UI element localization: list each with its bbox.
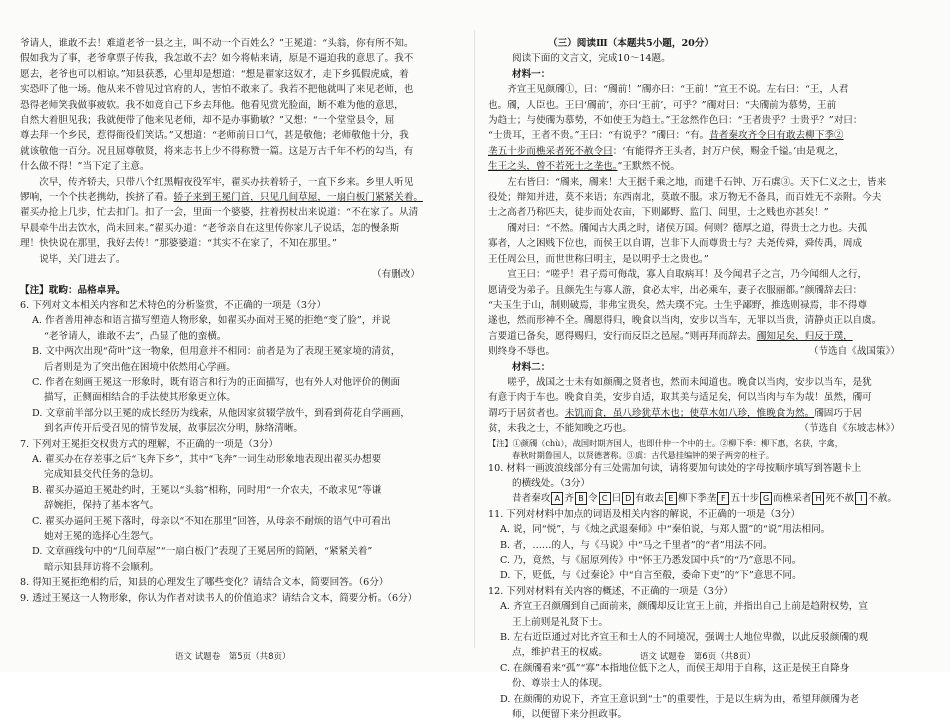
option: C. 作者在刻画王冕这一形象时，既有语言和行为的正面描写，也有外人对他评价的侧面 — [32, 376, 401, 388]
sequence-text: 不赦。 — [868, 493, 898, 505]
material-source: （节选自《东坡志林》） — [799, 423, 900, 435]
punctuation-box: F — [717, 492, 729, 505]
question-stem: 11. 下列对材料中加点的词语及相关内容的解说，不正确的一项是（3分） — [488, 508, 801, 520]
sequence-text: 而樵采者 — [773, 493, 812, 505]
material-text: 言要道已备矣，愿得赐归，安行而反臣之邑屋。”则再拜而辞去。 — [488, 330, 757, 342]
option: C. 翟买办逼问王冕下落时，母亲以“不知在那里”回答，从母亲不耐烦的语气中可看出 — [32, 515, 391, 527]
material-source: （节选自《战国策》） — [808, 346, 900, 358]
material-line: 有意于肉于车也。晚食自美，安步自适，取其美与适足矣，何以当肉与车为哉！虽然，斶可 — [488, 392, 872, 404]
material-line: 王任周公旦，而世世称曰明主，是以明乎士之贵也。” — [488, 253, 709, 265]
material-text: “士贵耳，王者不贵。”王曰：“有说乎？”斶曰：“有。 — [488, 130, 710, 142]
option: D. 文章画线句中的“几间草屋”“一扇白板门”表现了王冕居所的简陋，“紧紧关着” — [32, 546, 373, 558]
option: 点，维护君王的权威。 — [512, 647, 608, 659]
material-line: 斶对曰：“不然。斶闻古大禹之时，诸侯万国。何则？德厚之道，得贵士之力也。夫孤 — [507, 222, 868, 234]
material-text: 谓巧于居贫者也。 — [488, 407, 565, 419]
sequence-text: 令 — [587, 493, 598, 505]
material-text: 斶固巧于居 — [814, 407, 863, 419]
option: A. 齐宣王召颜斶到自己面前来，颜斶却反让宣王上前，并指出自己上前是趋附权势，宣 — [500, 601, 868, 613]
material-line: 齐宣王见颜斶①，曰：“斶前！”斶亦曰：“王前！”宣王不说。左右曰：“王，人君 — [507, 84, 849, 96]
material-text: ”王默然不悦。 — [617, 161, 680, 173]
option: B. 左右近臣通过对比齐宣王和士人的不同境况，强调士人地位卑微，以此反驳颜斶的观 — [500, 632, 869, 644]
material-line: 寡者，人之困贱下位也，而侯王以自谓，岂非下人而尊贵士与？夫尧传舜，舜传禹，周成 — [488, 238, 863, 250]
option: 份、尊崇士人的体现。 — [512, 678, 608, 690]
passage-line: 假如我为了事，老爷拿票子传我，我怎敢不去？如今将帖来请，原是不逼迫我的意思了。我不 — [20, 53, 414, 65]
option: A. 翟买办在存差事之后“飞奔下乡”，其中“飞奔”一词生动形象地表现出翟买办想要 — [32, 453, 382, 465]
passage-line: 尊去拜一个乡民，惹得衙役们笑话。”又想道：“老师前日口气，甚是敬他；老师敬他十分，我 — [20, 130, 409, 142]
material-line — [488, 159, 930, 174]
passage-line: 爷请人，谁敢不去！难道老爷一县之主，叫不动一个百姓么？”王冕道：“头翁，你有所不知。 — [20, 38, 414, 49]
passage-line: 自然大着胆见我；我就便带了他来见老师，却不是办事勤敏？”又想：“一个堂堂县令，屈 — [20, 115, 395, 127]
material-1-title: 材料一： — [512, 68, 551, 80]
option: C. 在颜斶看来“孤”“寡”本指地位低下之人，而侯王却用于自称，这正是侯王自降身 — [500, 662, 850, 674]
option: D. 下，贬低，与《过秦论》中“自言至殽，委命下吏”的“下”意思不同。 — [500, 570, 802, 582]
question-stem: 12. 下列对材料有关内容的概述，不正确的一项是（3分） — [488, 585, 734, 597]
right-column — [488, 36, 930, 722]
option: D. 文章前半部分以王冕的成长经历为线索，从他因家贫辍学放牛，到看到荷花自学画画， — [32, 407, 411, 419]
sequence-text: 五十步 — [730, 493, 760, 505]
option: B. 者，……的人，与《马说》中“马之千里者”的“者”用法不同。 — [500, 539, 773, 551]
option: 王上前则是礼贤下士。 — [512, 616, 608, 628]
material-line: 为趋士；与使斶为慕势，不如使王为趋士。”王忿然作色曰：“王者贵乎？士贵乎？”对曰： — [488, 115, 863, 127]
passage-text: 锣响，一个个扶老携幼，挨挤了看。 — [20, 192, 174, 204]
material-text: 贫，未我之士，不能知晚之巧也。 — [488, 423, 632, 435]
option: 到名声传开后受召见的情节发展，故事层次分明，脉络清晰。 — [44, 423, 304, 435]
passage-line: 愿去，老爷也可以相谅。”知县获悉，心里却是想道：“想是翟家这奴才，走下乡狐假虎威，着 — [20, 68, 409, 80]
punctuation-box: A — [551, 492, 563, 505]
punctuation-box: G — [760, 492, 772, 505]
material-line — [488, 421, 930, 436]
material-line: “夫玉生于山，制则破焉，非弗宝贵矣，然夫璞不完。士生乎鄙野，推选则禄焉，非不得尊 — [488, 299, 868, 311]
passage-line: 理！快快说在那里，我好去传！”那婆婆道：“其实不在家了，不知在那里。” — [20, 238, 337, 250]
material-line — [488, 344, 930, 359]
material-line — [488, 406, 930, 421]
punctuation-box: H — [812, 492, 824, 505]
passage-line — [20, 190, 460, 205]
material-text: 则终身不辱也。 — [488, 346, 556, 358]
option: 描写，正侧面相结合的手法使其形象更立体。 — [44, 392, 236, 404]
right-page-footer: 语文 试题卷 第6页（共8页） — [640, 652, 756, 662]
punctuation-box: B — [575, 492, 587, 505]
left-page-footer: 语文 试题卷 第5页（共8页） — [175, 652, 291, 662]
passage-line: 翟买办抢上几步，忙去扣门。扣了一会，里面一个婆婆，拄着拐杖出来说道：“不在家了。从清 — [20, 207, 419, 219]
material-line: 士之高者乃称匹夫，徒步而处农亩，下则鄙野、监门、闾里，士之贱也亦甚矣！” — [488, 207, 829, 219]
underlined-sentence: 未饥而食，虽八珍犹草木也；使草木如八珍，惟晚食为然。 — [564, 407, 815, 419]
question-stem: 6. 下列对文本相关内容和艺术特色的分析鉴赏，不正确的一项是（3分） — [20, 299, 327, 311]
underlined-sentence: 生王之头，曾不若死士之垄也。 — [488, 161, 618, 173]
footnote: 春秋时期鲁国人，以贤德著称。③虡：古代悬挂编钟的架子两旁的柱子。 — [512, 449, 775, 460]
option: 暗示知县拜访将不会顺利。 — [44, 561, 160, 573]
passage-line: 次早，传齐轿夫，只带八个红黑帽夜役军牢，翟买办扶着轿子，一直下乡来。乡里人听见 — [39, 176, 414, 188]
question-9: 9. 透过王冕这一人物形象，你认为作者对读书人的价值追求？请结合文本，简要分析。（6分） — [20, 592, 418, 604]
material-2-title: 材料二： — [512, 361, 551, 373]
question-11 — [488, 507, 930, 584]
underlined-sentence: 轿子来到王冕门首，只见几间草屋，一扇白板门紧紧关着。 — [173, 192, 423, 204]
sequence-text: 齐 — [564, 493, 574, 505]
wavy-underlined-text: 昔者秦攻齐令曰有敢去柳下季② — [709, 130, 844, 142]
material-text: ：‘有能得齐王头者，封万户侯，赐金千镒。’由是观之， — [612, 145, 845, 157]
left-column — [20, 36, 460, 606]
passage-line: 什么做不得！”当下定了主意。 — [20, 161, 150, 173]
sequence-text: 柳下季垄 — [677, 493, 717, 505]
column-divider — [474, 30, 475, 648]
option: 辞婉拒，保持了基本客气。 — [44, 500, 160, 512]
material-line — [488, 144, 930, 159]
footnote: 【注】①颜斶（chù），战国时期齐国人，也即什仲一个中的士。②柳下季：柳下惠，名获，字禽， — [488, 437, 843, 448]
material-line: 愿请受为弟子。且颜先生与寡人游，食必太牢，出必乘车，妻子衣服丽都。”颜斶辞去曰： — [488, 284, 863, 296]
section-instruction: 阅读下面的文言文，完成10～14题。 — [512, 53, 671, 65]
passage-line: 说毕，关门进去了。 — [39, 253, 126, 265]
material-line — [488, 128, 930, 143]
wavy-underlined-text: 垄五十步而樵采者死不赦令曰 — [488, 145, 613, 157]
question-7 — [20, 437, 460, 576]
option: B. 翟买办逼迫王冕赴约时，王冕以“头翁”相称，同时用“一介农夫，不敢求见”等谦 — [32, 484, 382, 496]
question-8: 8. 得知王冕拒绝相约后，知县的心理发生了哪些变化？请结合文本，简要回答。（6分） — [20, 577, 389, 589]
option: B. 文中两次出现“荷叶”这一物象，但用意并不相同：前者是为了表现王冕家境的清贫， — [32, 346, 401, 358]
question-10-stem: 的横线处。（3分） — [512, 477, 591, 489]
passage-line: 早晨牵牛出去饮水，尚未回来。”翟买办道：“老爷亲自在这里传你家儿子说话，怎的慢条斯 — [20, 222, 400, 234]
material-line: 左右皆曰：“斶来，斶来！大王据千乘之地，而建千石钟、万石虡③。天下仁义之士，皆来 — [507, 176, 887, 188]
underlined-sentence: 斶知足矣，归反于璞， — [756, 330, 853, 342]
passage-source: （有删改） — [372, 269, 420, 281]
option: C. 乃，竟然，与《屈原列传》中“怀王乃悉发国中兵”的“乃”意思不同。 — [500, 555, 802, 566]
material-line: 嗟乎，战国之士未有如颜斶之贤者也，然而未闻道也。晚食以当肉，安步以当车，是犹 — [507, 376, 872, 388]
section-title: （三）阅读Ⅲ（本题共5小题，20分） — [548, 38, 715, 49]
material-line: 遂也，然而形神不全。斶愿得归，晚食以当肉，安步以当车，无罪以当贵，清静贞正以自虞。 — [488, 315, 882, 327]
passage-line: 就该敬他一百分。况且屈尊敬贤，将来志书上少不得称赞一篇。这是万古千年不朽的勾当，有 — [20, 145, 414, 157]
option: 完成知县交代任务的急切。 — [44, 469, 160, 481]
option: 师，以便留下来分担政事。 — [512, 709, 628, 721]
material-line: 宣王曰：“嗟乎！君子焉可侮哉，寡人自取病耳！及今闻君子之言，乃今闻细人之行， — [507, 269, 868, 281]
question-stem: 7. 下列对王冕拒交权贵方式的理解，不正确的一项是（3分） — [20, 438, 279, 450]
material-line — [488, 329, 930, 344]
passage-lines — [20, 36, 460, 298]
punctuation-box: C — [599, 492, 611, 505]
punctuation-box: D — [622, 492, 634, 505]
option: “老爷请人，谁敢不去”，凸显了他的蛮横。 — [44, 330, 227, 342]
material-line: 役处；辩知并进，莫不来语；东西南北，莫敢不服。求万物无不备具，而百姓无不亲附。今夫 — [488, 192, 882, 204]
punctuation-box: I — [855, 492, 867, 505]
punctuation-box: E — [665, 492, 677, 505]
option: A. 说，同“悦”，与《烛之武退秦师》中“秦伯说，与郑人盟”的“说”用法相同。 — [500, 524, 831, 536]
sequence-text: 昔者秦攻 — [512, 493, 551, 505]
question-10-stem: 10. 材料一画波浪线部分有三处需加句读，请将要加句读处的字母按顺序填写到答题卡上 — [488, 462, 862, 474]
sequence-text: 有敢去 — [635, 493, 664, 505]
material-line: 也。斶，人臣也。王曰‘斶前’，亦曰‘王前’，可乎？”斶对曰：“夫斶前为慕势，王前 — [488, 99, 837, 111]
option: 后者则是为了突出他在困境中依然用心学画。 — [44, 361, 236, 373]
passage-line: 实恐吓了他一场。他从来不曾见过官府的人，害怕不敢来了。我若不把他就叫了来见老师，也 — [20, 84, 414, 96]
note: 【注】耽畇：品格卓异。 — [20, 284, 126, 296]
passage-line: 恐得老师笑我做事疲软。我不如竟自己下乡去拜他。他看见赏光脸面，断不难为他的意思， — [20, 99, 404, 111]
option: A. 作者善用神态和语言描写塑造人物形象，如翟买办面对王冕的拒绝“变了脸”，并说 — [32, 315, 391, 327]
question-10-sequence — [488, 491, 930, 506]
sequence-text: 曰 — [611, 493, 622, 505]
question-6 — [20, 298, 460, 437]
option: D. 在颜斶的劝说下，齐宣王意识到“士”的重要性，于是以生病为由，希望拜颜斶为老 — [500, 693, 860, 705]
option: 她对王冕的选择心生怨气。 — [44, 531, 160, 542]
sequence-text: 死不赦 — [825, 493, 855, 505]
